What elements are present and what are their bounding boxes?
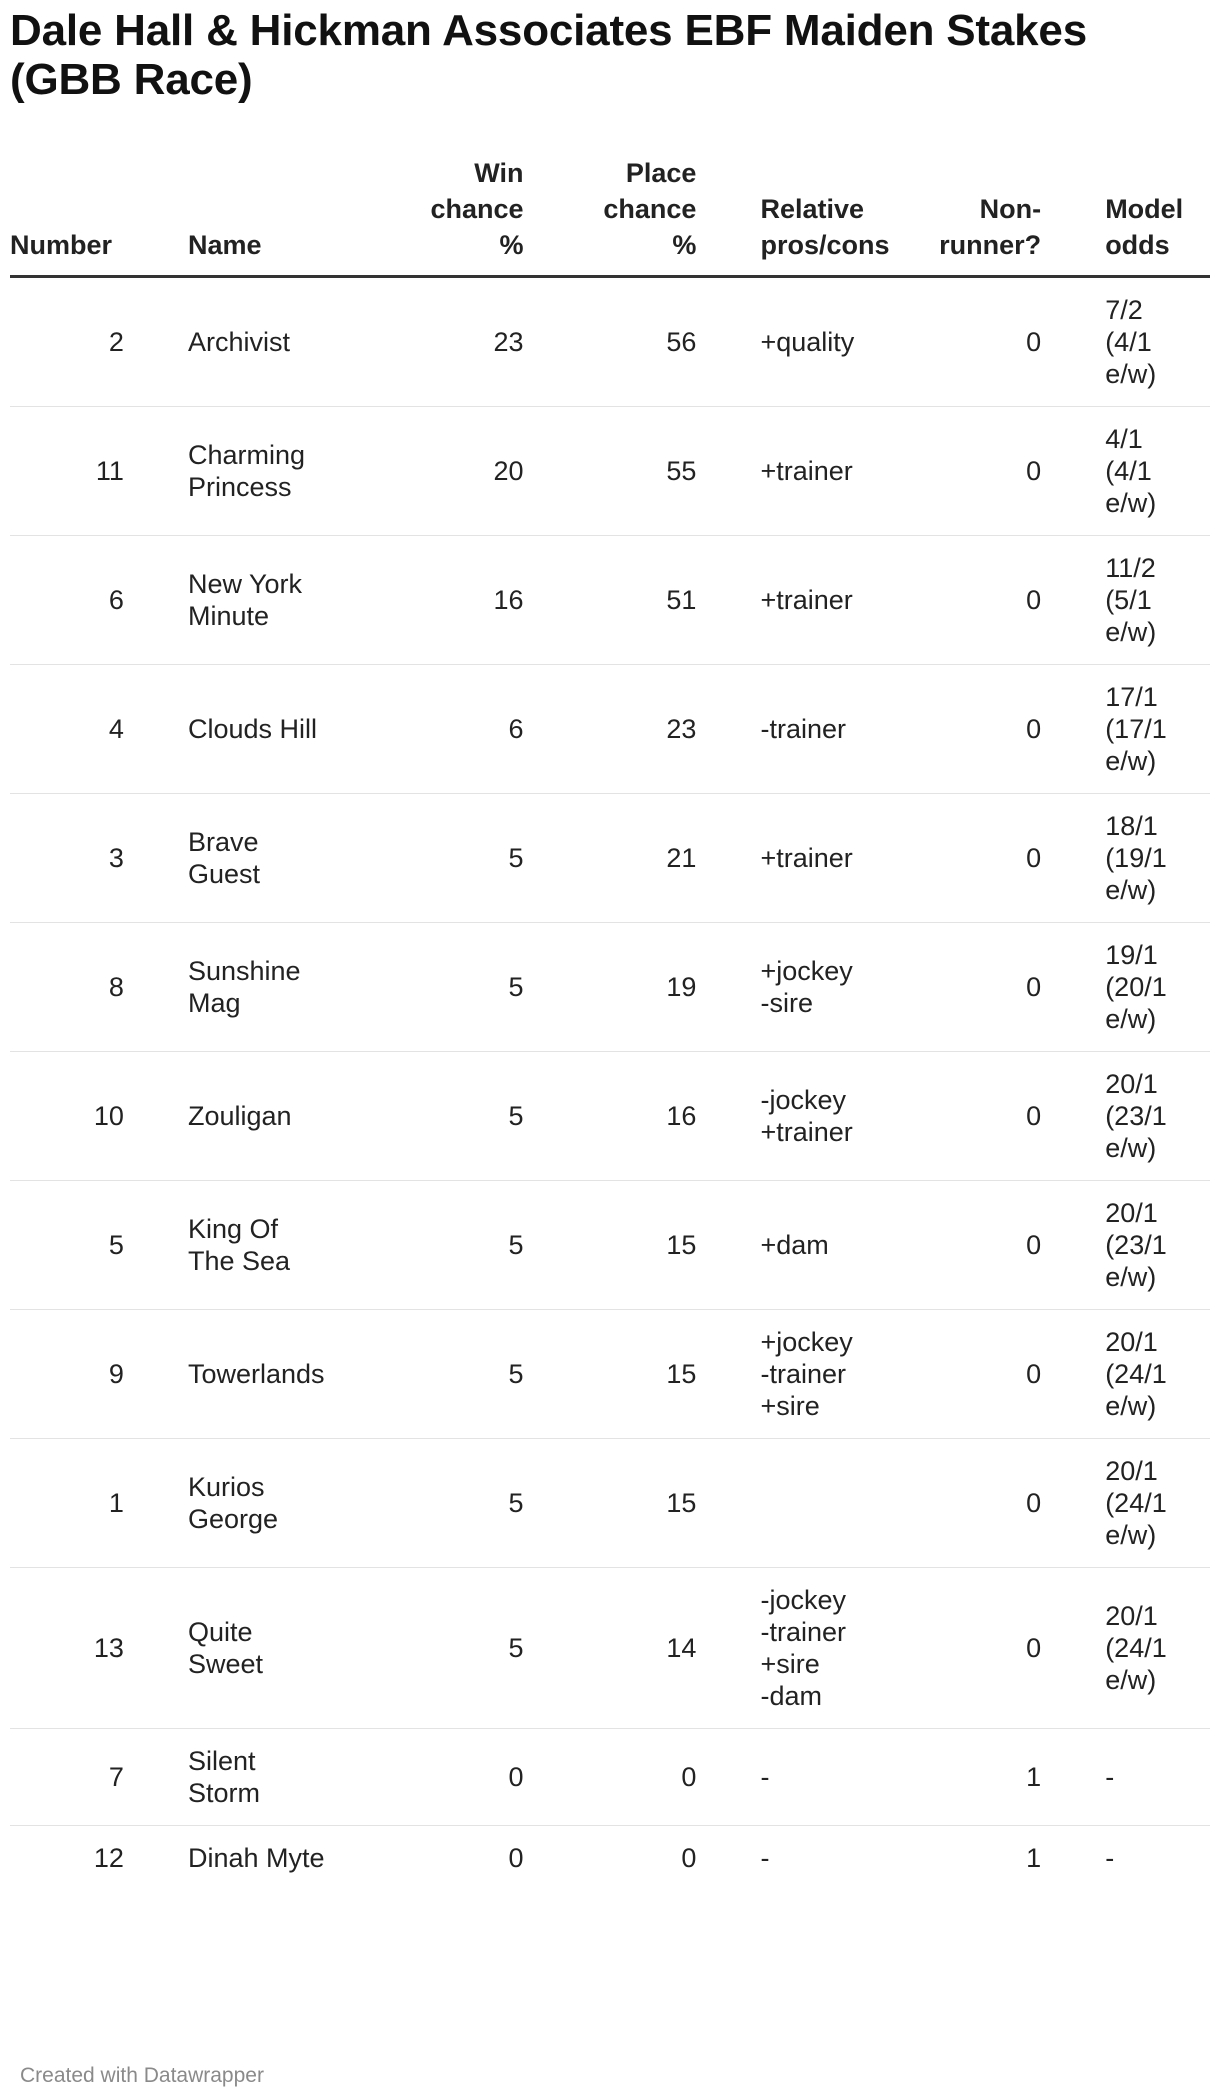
cell-place-chance: 21: [524, 794, 697, 923]
cell-non-runner: 0: [923, 1052, 1041, 1181]
cell-model-odds: -: [1105, 1843, 1115, 1873]
cell-place-chance: 15: [524, 1181, 697, 1310]
cell-spacer: [696, 923, 760, 1052]
cell-non-runner: 0: [923, 1310, 1041, 1439]
header-win-chance[interactable]: Win chance %: [340, 155, 523, 277]
cell-pros-cons: -: [760, 1729, 923, 1826]
cell-pros-cons: +quality: [760, 277, 923, 407]
cell-pros-cons: -trainer: [760, 665, 923, 794]
chart-container: [10, 0, 1210, 2087]
cell-win-chance: 20: [340, 407, 523, 536]
cell-win-chance: 5: [340, 794, 523, 923]
cell-spacer: [1041, 1310, 1105, 1439]
header-place-chance[interactable]: Place chance %: [524, 155, 697, 277]
cell-spacer: [696, 1181, 760, 1310]
cell-spacer: [696, 536, 760, 665]
cell-number: 2: [10, 277, 124, 407]
cell-place-chance: 23: [524, 665, 697, 794]
cell-non-runner: 0: [923, 794, 1041, 923]
cell-model-odds: 7/2 (4/1 e/w): [1105, 277, 1210, 407]
cell-spacer: [696, 665, 760, 794]
cell-spacer: [124, 277, 188, 407]
header-model-odds[interactable]: Model odds: [1105, 155, 1210, 277]
cell-number: 8: [10, 923, 124, 1052]
cell-place-chance: 14: [524, 1568, 697, 1729]
data-table: [10, 155, 1210, 1890]
cell-model-odds: 20/1 (24/1 e/w): [1105, 1310, 1210, 1439]
cell-number: 6: [10, 536, 124, 665]
cell-spacer: [124, 923, 188, 1052]
cell-win-chance: 5: [340, 1568, 523, 1729]
cell-non-runner: 0: [923, 1568, 1041, 1729]
cell-non-runner: 0: [923, 1439, 1041, 1568]
header-spacer: [124, 155, 188, 277]
cell-number: 13: [10, 1568, 124, 1729]
cell-spacer: [696, 277, 760, 407]
cell-number: 4: [10, 665, 124, 794]
cell-spacer: [124, 407, 188, 536]
header-non-runner[interactable]: Non- runner?: [923, 155, 1041, 277]
cell-name: King Of The Sea: [188, 1181, 341, 1310]
cell-win-chance: 6: [340, 665, 523, 794]
cell-number: 12: [93, 1843, 124, 1873]
cell-spacer: [696, 1439, 760, 1568]
cell-non-runner: 0: [923, 277, 1041, 407]
cell-name: Charming Princess: [188, 407, 341, 536]
table-row: [10, 794, 1210, 923]
cell-number: 7: [10, 1729, 124, 1826]
cell-place-chance: 19: [524, 923, 697, 1052]
cell-place-chance: 55: [524, 407, 697, 536]
cell-spacer: [1041, 536, 1105, 665]
cell-name: Sunshine Mag: [188, 923, 341, 1052]
cell-pros-cons: +jockey -trainer +sire: [760, 1310, 923, 1439]
table-row: [10, 407, 1210, 536]
cell-spacer: [1041, 923, 1105, 1052]
cell-spacer: [124, 1826, 188, 1891]
cell-spacer: [124, 1052, 188, 1181]
footer-credit: Created with Datawrapper: [20, 2064, 264, 2087]
cell-number: 9: [10, 1310, 124, 1439]
cell-name: Kurios George: [188, 1439, 341, 1568]
cell-win-chance: 5: [340, 1181, 523, 1310]
cell-spacer: [124, 1439, 188, 1568]
cell-spacer: [696, 794, 760, 923]
cell-number: 5: [10, 1181, 124, 1310]
cell-win-chance: 5: [340, 1052, 523, 1181]
cell-model-odds: 17/1 (17/1 e/w): [1105, 665, 1210, 794]
table-row: [10, 1568, 1210, 1729]
header-spacer: [696, 155, 760, 277]
cell-pros-cons: [760, 1439, 923, 1568]
cell-model-odds: 18/1 (19/1 e/w): [1105, 794, 1210, 923]
cell-number: 11: [10, 407, 124, 536]
table-row: [10, 665, 1210, 794]
cell-name: Clouds Hill: [188, 665, 341, 794]
cell-name: Dinah Myte: [187, 1843, 325, 1873]
cell-name: Quite Sweet: [188, 1568, 341, 1729]
cell-place-chance: 56: [524, 277, 697, 407]
cell-model-odds: 20/1 (24/1 e/w): [1105, 1439, 1210, 1568]
cell-model-odds: 20/1 (23/1 e/w): [1105, 1181, 1210, 1310]
cell-place-chance: 0: [524, 1729, 697, 1826]
cell-spacer: [1041, 1052, 1105, 1181]
header-pros-cons[interactable]: Relative pros/cons: [760, 155, 923, 277]
cell-win-chance: 5: [340, 1310, 523, 1439]
cell-model-odds: 20/1 (24/1 e/w): [1105, 1568, 1210, 1729]
cell-spacer: [124, 1729, 188, 1826]
cell-win-chance: 0: [508, 1843, 524, 1873]
chart-title: Dale Hall & Hickman Associates EBF Maiden Stakes (GBB Race): [10, 6, 1087, 104]
cell-non-runner: 1: [923, 1729, 1041, 1826]
cell-name: Silent Storm: [188, 1729, 341, 1826]
cell-pros-cons: +jockey -sire: [760, 923, 923, 1052]
cell-number: 1: [10, 1439, 124, 1568]
cell-pros-cons: +dam: [760, 1181, 923, 1310]
cell-name: Brave Guest: [188, 794, 341, 923]
cell-non-runner: 0: [923, 665, 1041, 794]
header-spacer: [1041, 155, 1105, 277]
table-row: [10, 1310, 1210, 1439]
cell-place-chance: 16: [524, 1052, 697, 1181]
header-row: [10, 155, 1210, 277]
cell-spacer: [696, 1826, 760, 1891]
cell-spacer: [1041, 407, 1105, 536]
cell-non-runner: 1: [1026, 1843, 1042, 1873]
cell-pros-cons: +trainer: [760, 536, 923, 665]
cell-non-runner: 0: [923, 1181, 1041, 1310]
cell-model-odds: 20/1 (23/1 e/w): [1105, 1052, 1210, 1181]
cell-win-chance: 23: [340, 277, 523, 407]
cell-spacer: [696, 1729, 760, 1826]
header-number[interactable]: Number: [10, 155, 124, 277]
cell-spacer: [124, 665, 188, 794]
cell-model-odds: -: [1105, 1729, 1210, 1826]
cell-place-chance: 51: [524, 536, 697, 665]
table-row: [10, 1729, 1210, 1826]
cell-spacer: [124, 1310, 188, 1439]
cell-spacer: [1041, 1826, 1105, 1891]
cell-spacer: [1041, 1181, 1105, 1310]
cell-pros-cons: -jockey -trainer +sire -dam: [760, 1568, 923, 1729]
cell-win-chance: 5: [340, 1439, 523, 1568]
cell-spacer: [696, 407, 760, 536]
cell-spacer: [696, 1052, 760, 1181]
cell-non-runner: 0: [923, 536, 1041, 665]
table-row: [10, 1052, 1210, 1181]
table-row: [10, 277, 1210, 407]
cell-non-runner: 0: [923, 407, 1041, 536]
cell-number: 3: [10, 794, 124, 923]
table-row: [10, 1826, 1210, 1891]
cell-number: 10: [10, 1052, 124, 1181]
cell-spacer: [124, 794, 188, 923]
cell-spacer: [124, 536, 188, 665]
cell-place-chance: 15: [524, 1439, 697, 1568]
cell-pros-cons: +trainer: [760, 794, 923, 923]
cell-spacer: [1041, 1729, 1105, 1826]
cell-spacer: [1041, 277, 1105, 407]
cell-name: New York Minute: [188, 536, 341, 665]
cell-spacer: [696, 1568, 760, 1729]
cell-pros-cons: -jockey +trainer: [760, 1052, 923, 1181]
cell-place-chance: 0: [681, 1843, 697, 1873]
cell-name: Towerlands: [188, 1310, 341, 1439]
cell-name: Zouligan: [188, 1052, 341, 1181]
cell-spacer: [1041, 665, 1105, 794]
cell-place-chance: 15: [524, 1310, 697, 1439]
table-body: [10, 277, 1210, 1891]
cell-pros-cons: -: [760, 1843, 770, 1873]
cell-spacer: [696, 1310, 760, 1439]
cell-win-chance: 0: [340, 1729, 523, 1826]
cell-model-odds: 11/2 (5/1 e/w): [1105, 536, 1210, 665]
table-header: [10, 155, 1210, 277]
table-row: [10, 923, 1210, 1052]
header-name[interactable]: Name: [188, 155, 341, 277]
cell-name: Archivist: [188, 277, 341, 407]
cell-pros-cons: +trainer: [760, 407, 923, 536]
cell-spacer: [1041, 1439, 1105, 1568]
cell-model-odds: 19/1 (20/1 e/w): [1105, 923, 1210, 1052]
table-row: [10, 1181, 1210, 1310]
cell-spacer: [1041, 794, 1105, 923]
cell-non-runner: 0: [923, 923, 1041, 1052]
cell-win-chance: 5: [340, 923, 523, 1052]
cell-model-odds: 4/1 (4/1 e/w): [1105, 407, 1210, 536]
table-row: [10, 1439, 1210, 1568]
cell-spacer: [124, 1568, 188, 1729]
cell-win-chance: 16: [340, 536, 523, 665]
table-row: [10, 536, 1210, 665]
cell-spacer: [124, 1181, 188, 1310]
cell-spacer: [1041, 1568, 1105, 1729]
